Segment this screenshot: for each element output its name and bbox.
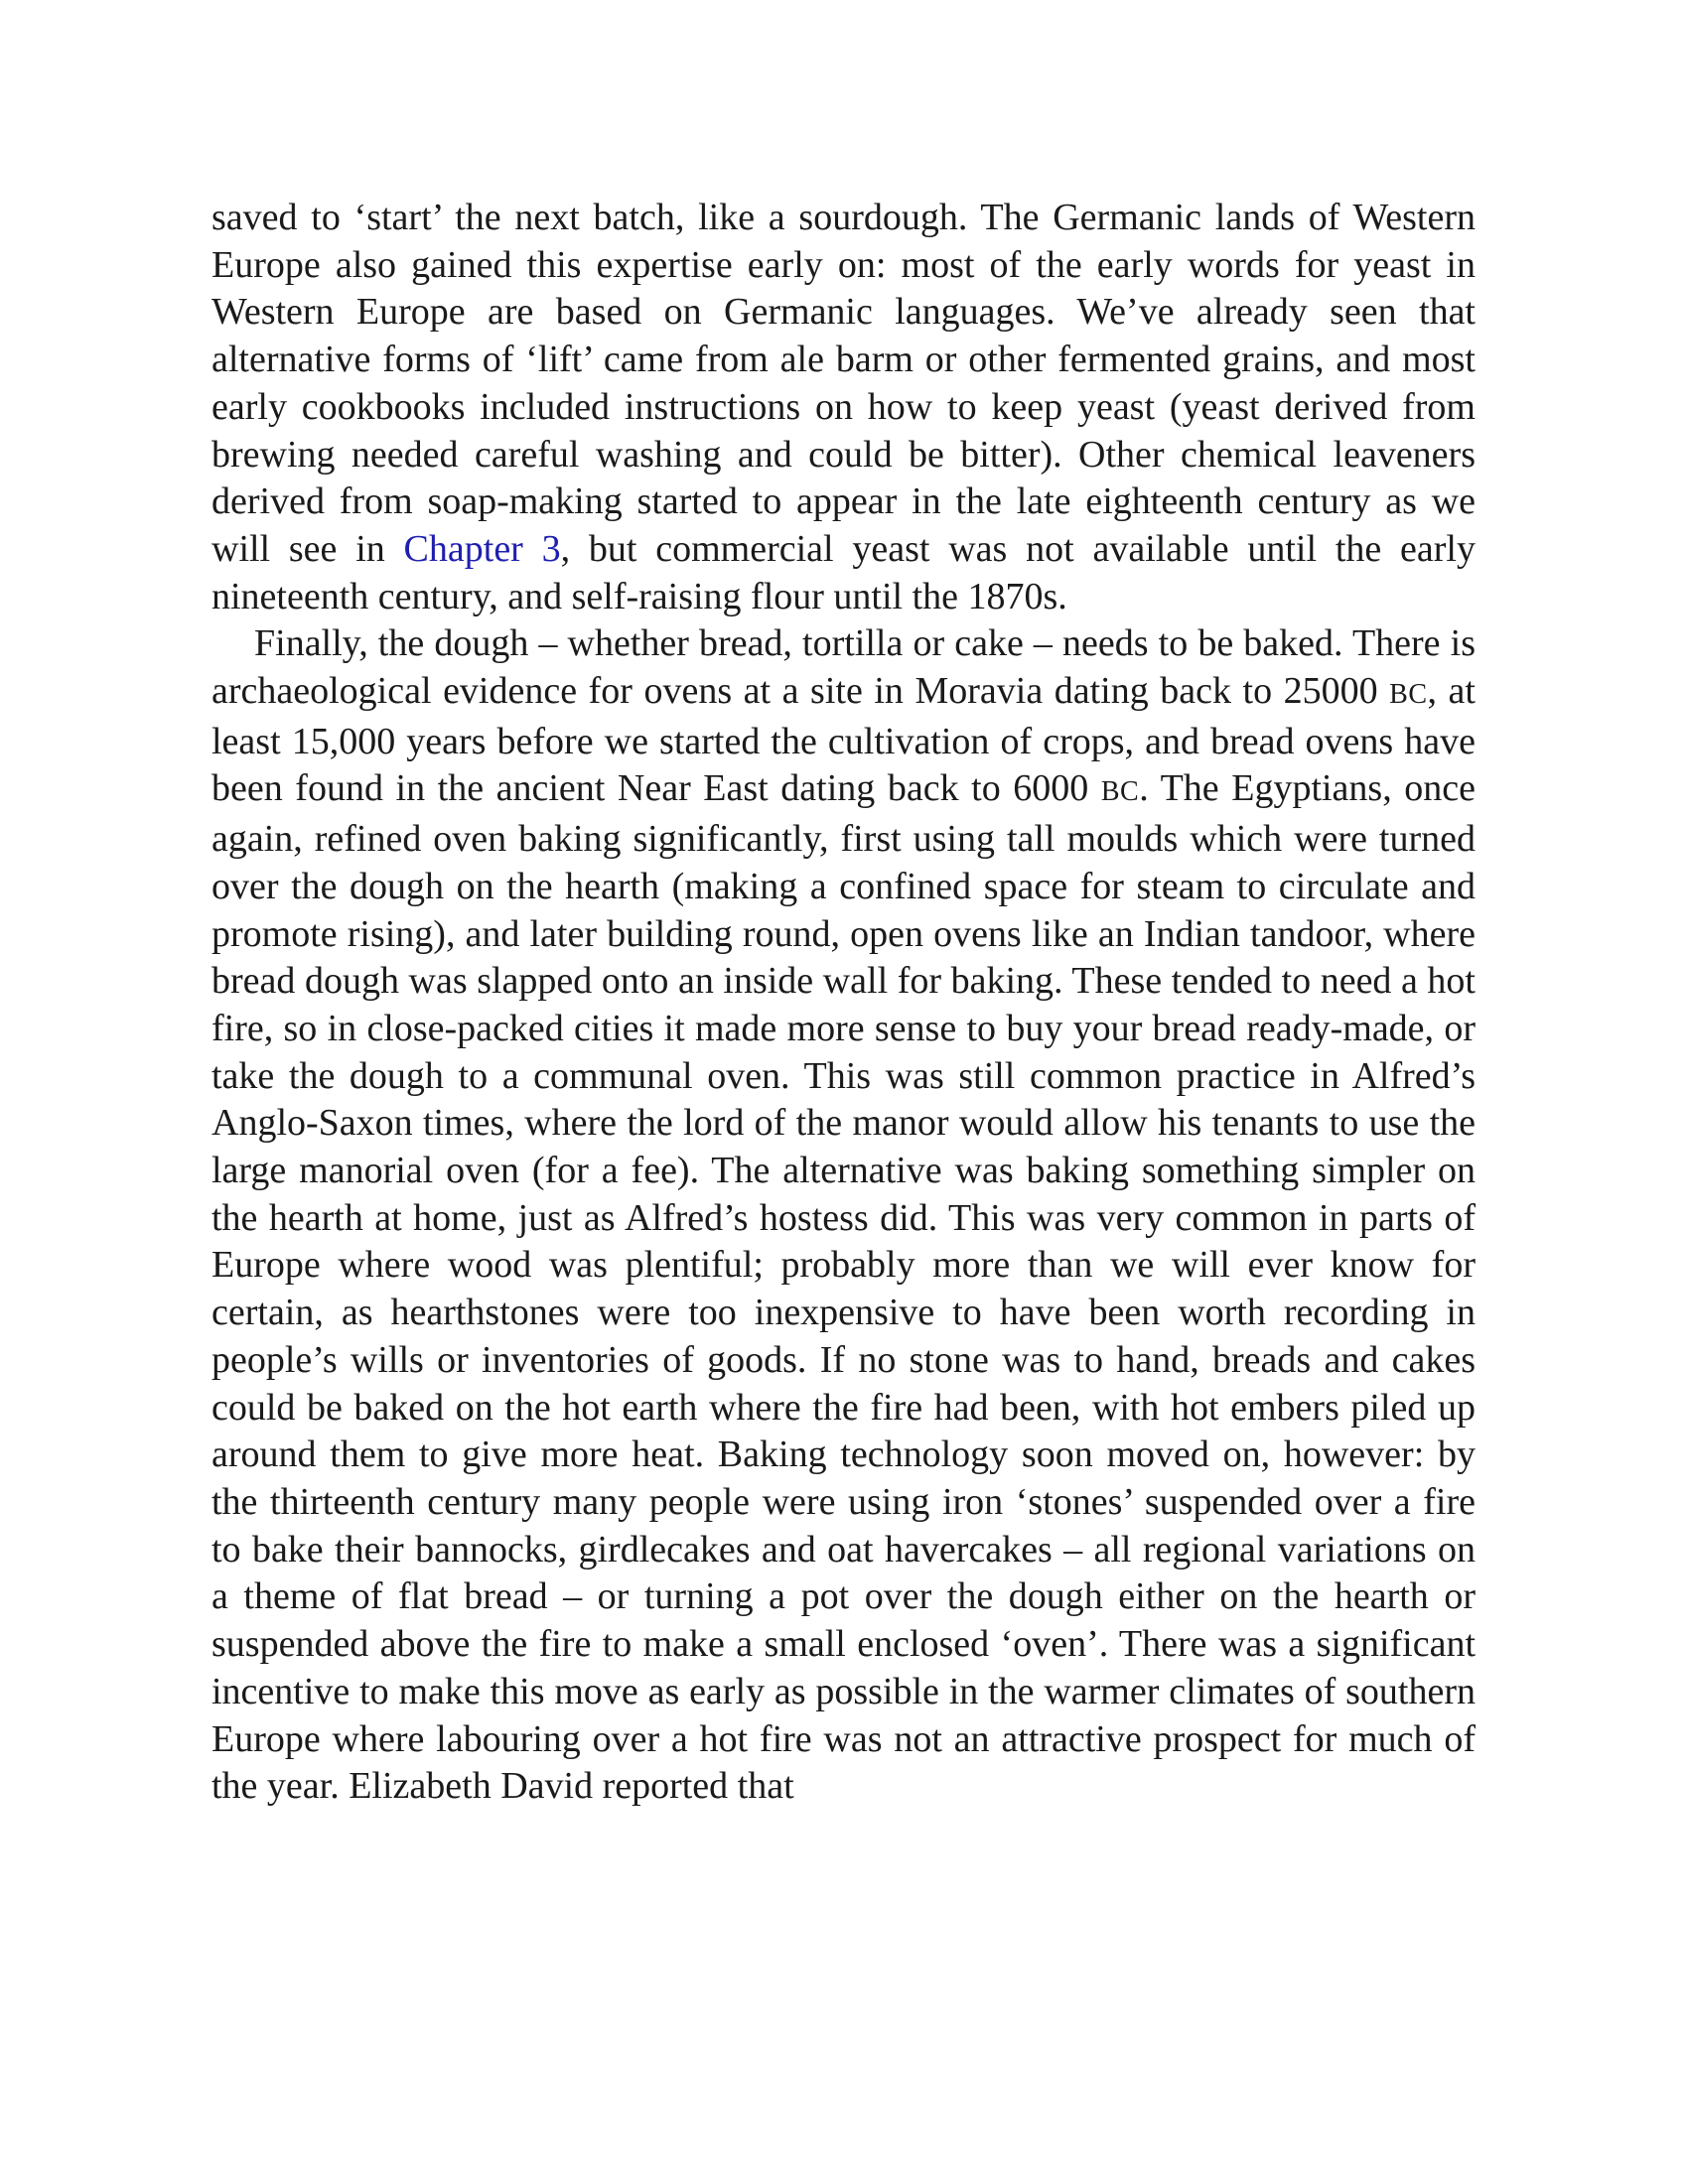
- era-abbreviation: BC: [1389, 679, 1428, 711]
- paragraph-text: . The Egyptians, once again, refined oven baking significantly, first using tall moulds which were turned over the dough on the hearth (making a confined space for steam to circulate and promote rising), and later building round, open ovens like an Indian tandoor, where bread dough was slapped onto an inside wall for baking. These tended to need a hot fire, so in close-packed cities it made more sense to buy your bread ready-made, or take the dough to a communal oven. This was still common practice in Alfred’s Anglo-Saxon times, where the lord of the manor would allow his tenants to use the large manorial oven (for a fee). The alternative was baking something simpler on the hearth at home, just as Alfred’s hostess did. This was very common in parts of Europe where wood was plentiful; probably more than we will ever know for certain, as hearthstones were too inexpensive to have been worth recording in people’s wills or inventories of goods. If no stone was to hand, breads and cakes could be baked on the hot earth where the fire had been, with hot embers piled up around them to give more heat. Baking technology soon moved on, however: by the thirteenth century many people were using iron ‘stones’ suspended over a fire to bake their bannocks, girdlecakes and oat havercakes – all regional variations on a theme of flat bread – or turning a pot over the dough either on the hearth or suspended above the fire to make a small enclosed ‘oven’. There was a significant incentive to make this move as early as possible in the warmer climates of southern Europe where labouring over a hot fire was not an attractive prospect for much of the year. Elizabeth David reported that: [211, 767, 1477, 1808]
- era-abbreviation: BC: [1100, 776, 1140, 808]
- paragraph-text: saved to ‘start’ the next batch, like a sourdough. The Germanic lands of Western Europe also gained this expertise early on: most of the early words for yeast in Western Europe are based on Germanic languages. We’ve already seen that alternative forms of ‘lift’ came from ale barm or other fermented grains, and most early cookbooks included instructions on how to keep yeast (yeast derived from brewing needed careful washing and could be bitter). Other chemical leaveners derived from soap-making started to appear in the late eighteenth century as we will see in: [211, 197, 1476, 570]
- paragraph-text: , at least 15,000 years before we started the cultivation of crops, and bread ovens have been found in the ancient Near East dating back to 6000: [211, 670, 1476, 810]
- page-body: [211, 195, 1476, 1811]
- paragraph-text: Finally, the dough – whether bread, tortilla or cake – needs to be baked. There is archaeological evidence for ovens at a site in Moravia dating back to 25000: [211, 622, 1476, 713]
- paragraph-baking: [211, 620, 1476, 1811]
- paragraph-continuation: [211, 195, 1476, 620]
- paragraph-text: , but commercial yeast was not available until the early nineteenth century, and self-raising flour until the 1870s.: [211, 527, 1476, 617]
- chapter-3-link[interactable]: Chapter 3: [403, 527, 561, 570]
